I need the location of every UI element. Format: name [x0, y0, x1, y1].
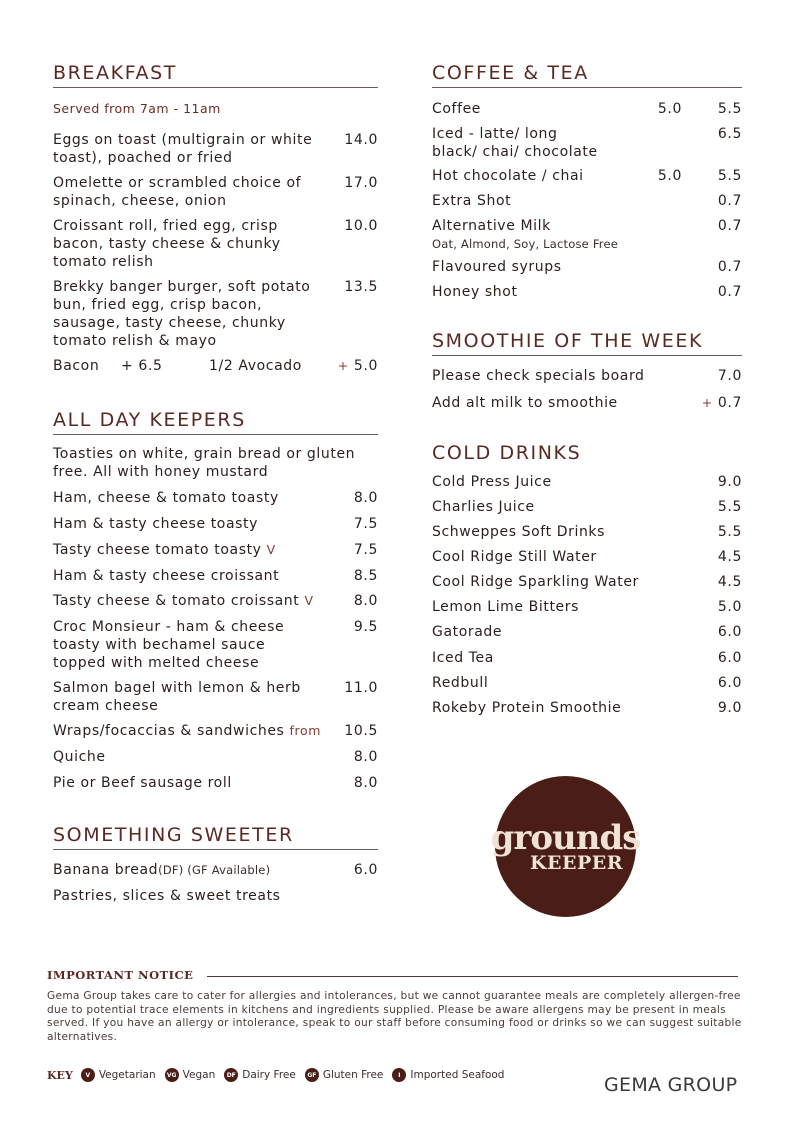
menu-item: Rokeby Protein Smoothie 9.0	[432, 700, 742, 716]
menu-item: Brekky banger burger, soft potato bun, fried egg, crisp bacon, sausage, tasty cheese, chunky tomato relish & mayo 13.5	[53, 279, 378, 349]
bacon-label: Bacon	[53, 358, 100, 374]
grounds-keeper-logo: grounds KEEPER	[495, 776, 636, 917]
menu-item: Flavoured syrups 0.7	[432, 259, 742, 275]
menu-item: Charlies Juice 5.5	[432, 499, 742, 515]
menu-item: Ham & tasty cheese toasty 7.5	[53, 516, 378, 532]
menu-item: Cool Ridge Still Water 4.5	[432, 549, 742, 565]
menu-item: Croc Monsieur - ham & cheese toasty with bechamel sauce topped with melted cheese 9.5	[53, 619, 378, 671]
menu-item: Tasty cheese & tomato croissant V 8.0	[53, 593, 378, 609]
notice-text: Gema Group takes care to cater for allergies and intolerances, but we cannot guarantee meals are completely allergen-free due to potential trace elements in kitchens and ingredients supplied. Please be aware allergens may be present in meals served. If you have an allergy or intolerance, speak to our staff before consuming food or drinks so we can suggest suitable alternatives.	[47, 990, 742, 1043]
bacon-price: + 6.5	[121, 358, 163, 374]
menu-item: Quiche 8.0	[53, 749, 378, 765]
vegetarian-mark: V	[266, 542, 276, 557]
menu-item: Add alt milk to smoothie + 0.7	[432, 395, 742, 411]
avocado-price: 5.0	[353, 358, 378, 374]
menu-item: Schweppes Soft Drinks 5.5	[432, 524, 742, 540]
vegetarian-mark: V	[304, 593, 314, 608]
menu-item: Hot chocolate / chai 5.0 5.5	[432, 168, 742, 184]
breakfast-extras: Bacon + 6.5 1/2 Avocado + 5.0	[53, 358, 378, 374]
cold-title: COLD DRINKS	[432, 442, 582, 464]
breakfast-title: BREAKFAST	[53, 62, 378, 88]
menu-item: Tasty cheese tomato toasty V 7.5	[53, 542, 378, 558]
menu-item: Coffee 5.0 5.5	[432, 101, 742, 117]
menu-item: Omelette or scrambled choice of spinach, cheese, onion 17.0	[53, 175, 378, 209]
menu-item: Please check specials board 7.0	[432, 368, 742, 384]
menu-item: Redbull 6.0	[432, 675, 742, 691]
menu-item: Ham, cheese & tomato toasty 8.0	[53, 490, 378, 506]
menu-item: Alternative Milk Oat, Almond, Soy, Lactose Free 0.7	[432, 218, 742, 251]
key-title: KEY	[47, 1068, 73, 1082]
keepers-title: ALL DAY KEEPERS	[53, 409, 378, 435]
menu-item: Iced Tea 6.0	[432, 650, 742, 666]
vegan-icon: VG	[165, 1068, 179, 1082]
gluten-free-icon: GF	[305, 1068, 319, 1082]
vegetarian-icon: V	[81, 1068, 95, 1082]
dairy-free-icon: DF	[224, 1068, 238, 1082]
menu-item: Eggs on toast (multigrain or white toast), poached or fried 14.0	[53, 132, 378, 166]
menu-item: Honey shot 0.7	[432, 284, 742, 300]
menu-item: Banana bread(DF) (GF Available) 6.0	[53, 862, 378, 878]
menu-item: Lemon Lime Bitters 5.0	[432, 599, 742, 615]
menu-item: Cold Press Juice 9.0	[432, 474, 742, 490]
keepers-intro: Toasties on white, grain bread or gluten free. All with honey mustard	[53, 446, 356, 480]
notice-title: IMPORTANT NOTICE	[47, 968, 194, 982]
milk-options: Oat, Almond, Soy, Lactose Free	[432, 237, 619, 251]
avocado-label: 1/2 Avocado	[209, 358, 302, 374]
menu-item: Extra Shot 0.7	[432, 193, 742, 209]
menu-item: Gatorade 6.0	[432, 624, 742, 640]
menu-item: Wraps/focaccias & sandwiches from 10.5	[53, 723, 378, 739]
menu-item: Cool Ridge Sparkling Water 4.5	[432, 574, 742, 590]
menu-item: Croissant roll, fried egg, crisp bacon, tasty cheese & chunky tomato relish 10.0	[53, 218, 378, 270]
menu-item: Pie or Beef sausage roll 8.0	[53, 775, 378, 791]
gema-group-brand: GEMA GROUP	[604, 1074, 738, 1096]
smoothie-title: SMOOTHIE OF THE WEEK	[432, 330, 742, 356]
menu-item: Pastries, slices & sweet treats	[53, 888, 281, 904]
sweeter-title: SOMETHING SWEETER	[53, 824, 378, 850]
imported-seafood-icon: I	[392, 1068, 406, 1082]
from-mark: from	[289, 723, 322, 738]
allergen-note: (DF) (GF Available)	[158, 863, 271, 877]
breakfast-served-hours: Served from 7am - 11am	[53, 101, 221, 116]
menu-item: Salmon bagel with lemon & herb cream cheese 11.0	[53, 680, 378, 714]
coffee-title: COFFEE & TEA	[432, 62, 742, 88]
menu-item: Iced - latte/ long black/ chai/ chocolate 6.5	[432, 126, 742, 160]
notice-divider	[207, 976, 738, 977]
menu-item: Ham & tasty cheese croissant 8.5	[53, 568, 378, 584]
dietary-key: KEY V Vegetarian VG Vegan DF Dairy Free GF Gluten Free I Imported Seafood	[47, 1068, 505, 1082]
